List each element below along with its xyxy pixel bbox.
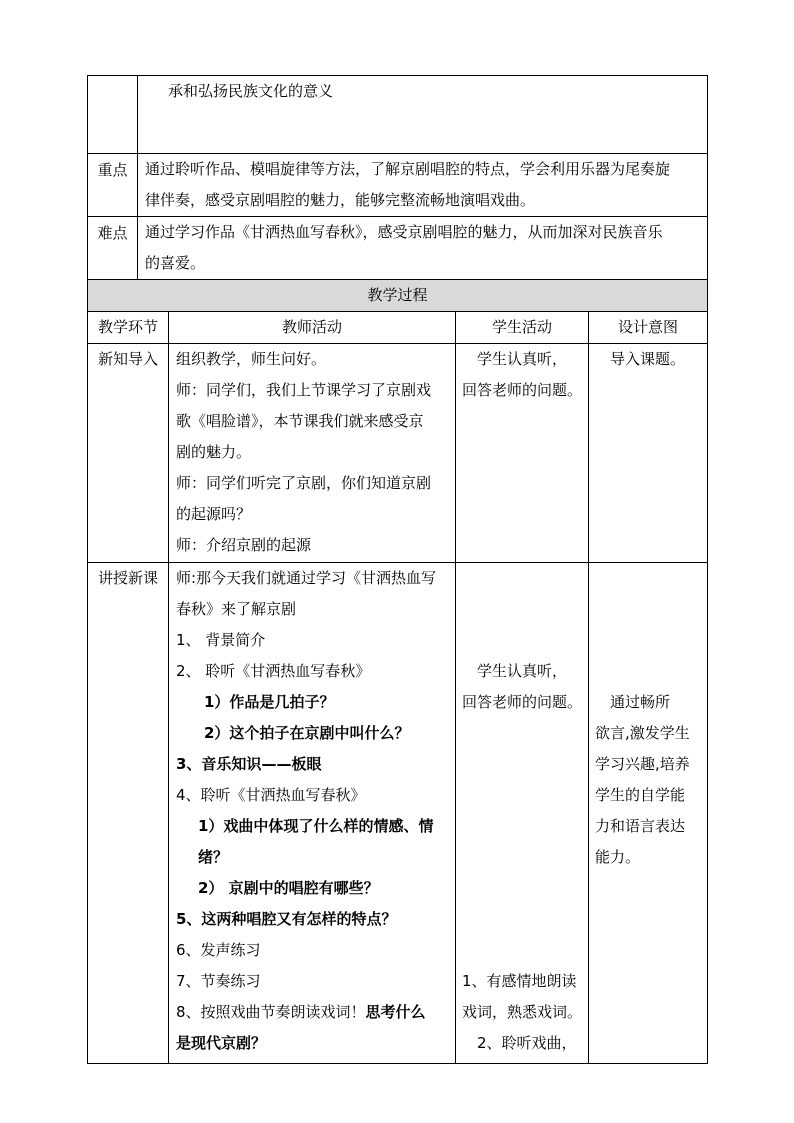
difficulty-label: 难点	[88, 217, 138, 280]
col-header-teacher: 教师活动	[169, 312, 456, 344]
teacher-line: 师：同学们，我们上节课学习了京剧戏	[176, 381, 432, 399]
process-table	[87, 279, 708, 1064]
teacher-line: 2、 聆听《甘洒热血写春秋》	[176, 662, 371, 680]
empty-label-cell	[88, 76, 138, 154]
intent-line: 学习兴趣,培养	[595, 755, 690, 773]
difficulty-line: 通过学习作品《甘洒热血写春秋》，感受京剧唱腔的魅力，从而加深对民族音乐	[145, 223, 663, 241]
teacher-activity-cell	[169, 563, 456, 1064]
student-line: 回答老师的问题。	[462, 693, 583, 711]
student-activity-cell	[456, 563, 589, 1064]
continuation-text: 承和弘扬民族文化的意义	[168, 82, 334, 100]
teacher-line: 的起源吗？	[176, 505, 252, 523]
teacher-line: 绪？	[198, 848, 229, 866]
col-header-stage: 教学环节	[88, 312, 169, 344]
key-point-line: 律伴奏，感受京剧唱腔的魅力，能够完整流畅地演唱戏曲。	[145, 191, 536, 209]
table-row	[88, 344, 708, 563]
difficulty-text	[138, 217, 708, 280]
teacher-line-text: 8、按照戏曲节奏朗读戏词！	[176, 1003, 366, 1021]
teacher-line: 5、这两种唱腔又有怎样的特点？	[176, 910, 397, 928]
student-line: 学生认真听，	[462, 350, 568, 368]
teacher-line: 7、节奏练习	[176, 972, 261, 990]
intent-line: 通过畅所	[595, 693, 671, 711]
student-line: 回答老师的问题。	[462, 381, 583, 399]
top-table	[87, 75, 708, 280]
student-line: 戏词，熟悉戏词。	[462, 1003, 583, 1021]
intent-line: 力和语言表达	[595, 817, 686, 835]
teacher-line: 组织教学，师生问好。	[176, 350, 327, 368]
teacher-line: 2）这个拍子在京剧中叫什么？	[204, 724, 410, 742]
col-header-intent: 设计意图	[589, 312, 708, 344]
teacher-line: 1）作品是几拍子？	[204, 693, 335, 711]
stage-cell: 新知导入	[88, 344, 169, 563]
teacher-line: 6、发声练习	[176, 941, 261, 959]
intent-cell	[589, 563, 708, 1064]
teacher-activity-cell	[169, 344, 456, 563]
teacher-line: 1、 背景简介	[176, 631, 266, 649]
student-activity-cell	[456, 344, 589, 563]
teacher-line: 是现代京剧？	[176, 1034, 267, 1052]
teacher-line: 3、音乐知识——板眼	[176, 755, 322, 773]
intent-cell	[589, 344, 708, 563]
teacher-line-tail: 思考什么	[365, 1003, 426, 1021]
teacher-line: 剧的魅力。	[176, 443, 252, 461]
teacher-line: 师：介绍京剧的起源	[176, 536, 312, 554]
intent-line: 欲言,激发学生	[595, 724, 690, 742]
teacher-line: 师:那今天我们就通过学习《甘洒热血写	[176, 569, 437, 587]
key-point-line: 通过聆听作品、模唱旋律等方法，了解京剧唱腔的特点，学会利用乐器为尾奏旋	[145, 160, 671, 178]
col-header-student: 学生活动	[456, 312, 589, 344]
intent-line: 学生的自学能	[595, 786, 686, 804]
teacher-line: 1）戏曲中体现了什么样的情感、情	[198, 817, 434, 835]
teacher-line: 歌《唱脸谱》，本节课我们就来感受京	[176, 412, 424, 430]
intent-line: 导入课题。	[595, 350, 686, 368]
teacher-line	[176, 997, 451, 1028]
continuation-cell	[138, 76, 708, 154]
lesson-plan-page	[87, 75, 707, 1064]
process-title: 教学过程	[88, 280, 708, 312]
teacher-line: 4、聆听《甘洒热血写春秋》	[176, 786, 366, 804]
student-line: 学生认真听，	[462, 662, 568, 680]
student-line: 2、聆听戏曲，	[462, 1034, 577, 1052]
difficulty-line: 的喜爱。	[145, 254, 206, 272]
teacher-line: 2） 京剧中的唱腔有哪些？	[198, 879, 379, 897]
student-line: 1、有感情地朗读	[462, 972, 577, 990]
stage-cell: 讲授新课	[88, 563, 169, 1064]
teacher-line: 师：同学们听完了京剧，你们知道京剧	[176, 474, 432, 492]
intent-line: 能力。	[595, 848, 641, 866]
key-point-label: 重点	[88, 154, 138, 217]
key-point-text	[138, 154, 708, 217]
teacher-line: 春秋》来了解京剧	[176, 600, 297, 618]
table-row	[88, 563, 708, 1064]
